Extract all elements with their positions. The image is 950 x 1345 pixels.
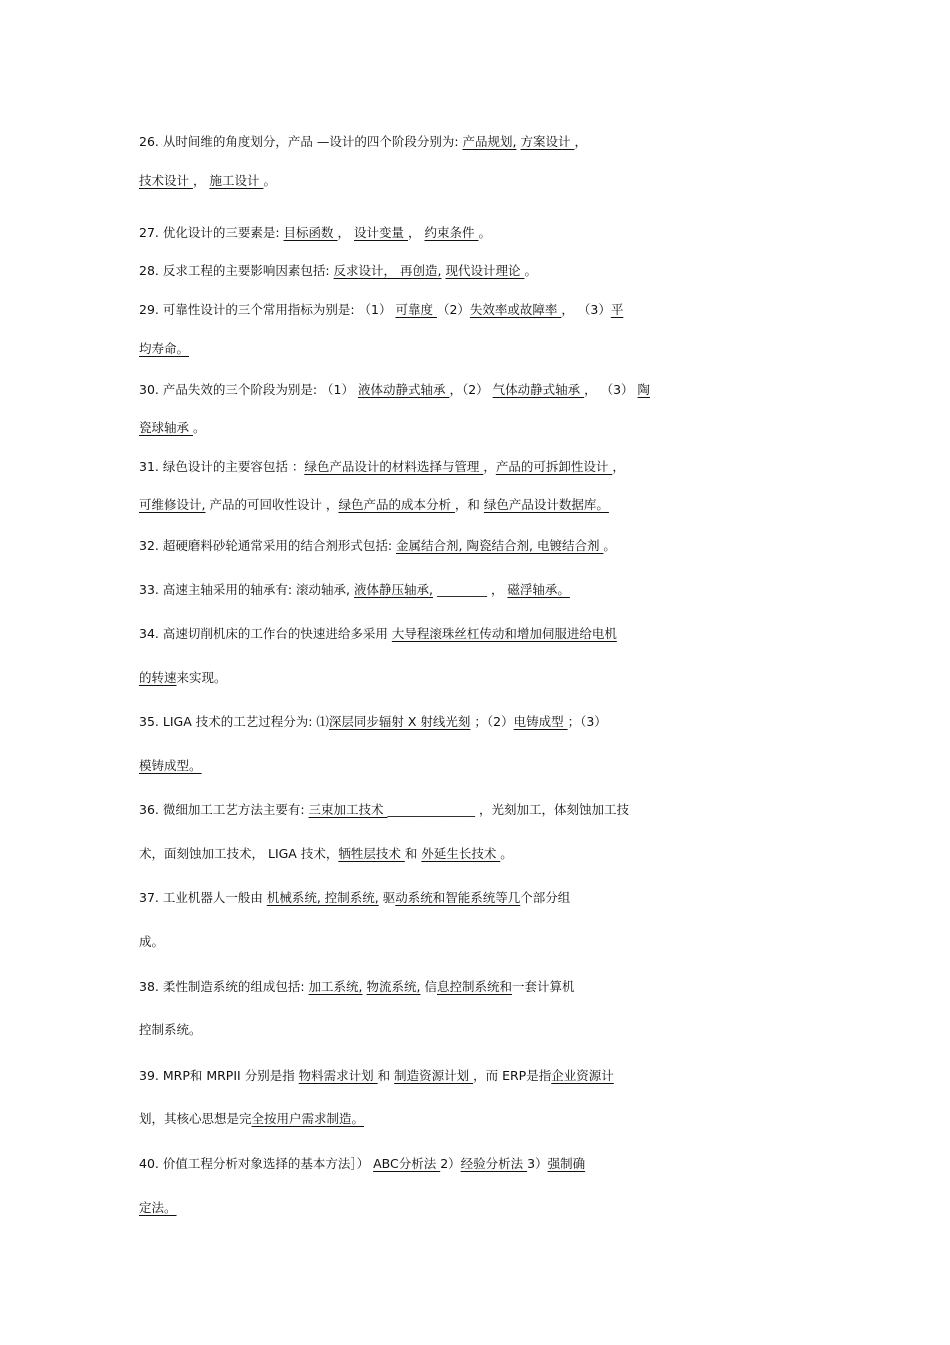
answer-text: 设计变量 (354, 225, 408, 240)
question-text: 2） (440, 1156, 461, 1171)
answer-text: 金属结合剂, 陶瓷结合剂, 电镀结合剂 (396, 538, 604, 553)
answer-text: 动系统和智能系统等几 (395, 890, 521, 905)
answer-text: 息控制系统和 (436, 979, 512, 994)
question-40-line-2 (139, 1198, 177, 1216)
question-34-line-1 (139, 624, 617, 642)
question-text: ；（3） (567, 714, 607, 729)
answer-text: 瓷球轴承 (139, 420, 193, 435)
question-40-line-1 (139, 1154, 585, 1172)
question-text: ， （3） (561, 302, 611, 317)
question-31-line-2 (139, 495, 609, 513)
question-text: 一套计算机 (512, 979, 575, 994)
question-text: 31. 绿色设计的主要容包括 ： (139, 459, 305, 474)
answer-text: 三束加工技术 (308, 802, 388, 817)
question-36-line-1 (139, 800, 629, 818)
question-31-line-1 (139, 457, 625, 475)
question-37-line-1 (139, 888, 570, 906)
question-text: 36. 微细加工工艺方法主要有: (139, 802, 309, 817)
answer-text: 约束条件 (424, 225, 479, 240)
question-28-line-1 (139, 261, 537, 279)
question-35-line-2 (139, 756, 202, 774)
question-text: 划，其核心思想是完 (139, 1111, 252, 1126)
question-text: 。 (603, 538, 616, 553)
question-text: 34. 高速切削机床的工作台的快速进给多采用 (139, 626, 392, 641)
answer-text: 方案设计 (520, 134, 575, 149)
question-text: ， (483, 459, 496, 474)
answer-text: 产品规划, (462, 134, 517, 149)
answer-text: 技术设计 (139, 173, 193, 188)
answer-text: 加工系统, (308, 979, 363, 994)
question-39-line-2 (139, 1109, 364, 1127)
question-text: 28. 反求工程的主要影响因素包括: (139, 263, 334, 278)
question-text: 产品的可回收性设计 ， (205, 497, 339, 512)
answer-text: 大导程滚珠丝杠传动和增加伺服进给电机 (391, 626, 617, 641)
question-text: ， (408, 225, 425, 240)
question-text: 驱 (378, 890, 396, 905)
answer-text: ABC分析法 (373, 1156, 441, 1171)
question-26-line-1 (139, 132, 587, 150)
question-text: 27. 优化设计的三要素是: (139, 225, 284, 240)
question-text: ， (486, 582, 508, 597)
question-text: ________ (436, 582, 487, 597)
question-29-line-1 (139, 300, 623, 318)
question-text: ， (192, 173, 210, 188)
question-text: 35. LIGA 技术的工艺过程分为: ⑴ (139, 714, 329, 729)
answer-text: 液体静压轴承, (354, 582, 433, 597)
question-text: 26. 从时间维的角度划分，产品 —设计的四个阶段分别为: (139, 134, 463, 149)
question-32-line-1 (139, 536, 616, 554)
answer-text: 可靠度 (395, 302, 437, 317)
answer-text: 牺牲层技术 (338, 846, 405, 861)
question-text: ， (612, 459, 625, 474)
question-text: 信 (420, 979, 437, 994)
question-text: 。 (192, 420, 206, 435)
answer-text: 机械系统, 控制系统, (266, 890, 379, 905)
question-27-line-1 (139, 223, 491, 241)
question-text: ， （3） (584, 382, 638, 397)
question-text: 术，面刻蚀加工技术， LIGA 技术， (139, 846, 339, 861)
question-text: 38. 柔性制造系统的组成包括: (139, 979, 309, 994)
answer-text: 施工设计 (209, 173, 264, 188)
question-38-line-2 (139, 1020, 202, 1038)
answer-text: 强制确 (547, 1156, 586, 1171)
question-text: 来实现。 (176, 670, 227, 685)
answer-text: 企业资源计 (551, 1068, 614, 1083)
question-text: 37. 工业机器人一般由 (139, 890, 267, 905)
question-text: 33. 高速主轴采用的轴承有: 滚动轴承, (139, 582, 354, 597)
answer-text: 物流系统, (366, 979, 421, 994)
answer-text: 经验分析法 (460, 1156, 528, 1171)
question-text: 29. 可靠性设计的三个常用指标为别是: （1） (139, 302, 396, 317)
answer-text: 的转速 (139, 670, 177, 685)
answer-text: 绿色产品设计的材料选择与管理 (304, 459, 484, 474)
answer-text: 全按用户需求制造。 (251, 1111, 365, 1126)
question-39-line-1 (139, 1066, 614, 1084)
question-26-line-2 (139, 171, 276, 189)
answer-text: 现代设计理论 (445, 263, 525, 278)
answer-text: 反求设计， 再创造, (333, 263, 442, 278)
question-38-line-1 (139, 977, 575, 995)
answer-text: 深层同步辐射 X 射线光刻 (328, 714, 471, 729)
answer-text: 制造资源计划 (394, 1068, 474, 1083)
answer-text: 可维修设计, (139, 497, 206, 512)
answer-text: 陶 (637, 382, 651, 397)
question-text: 。 (500, 846, 513, 861)
question-text: 和 (404, 846, 422, 861)
question-text: （2） (436, 302, 470, 317)
answer-text: 模铸成型。 (139, 758, 202, 773)
question-34-line-2 (139, 668, 227, 686)
answer-text: 绿色产品设计数据库。 (483, 497, 609, 512)
answer-text: 产品的可拆卸性设计 (495, 459, 613, 474)
question-29-line-2 (139, 339, 189, 357)
answer-text: 平 (610, 302, 624, 317)
question-text: ，和 (454, 497, 484, 512)
answer-text: 外延生长技术 (421, 846, 501, 861)
answer-text: 气体动静式轴承 (492, 382, 585, 397)
question-text: 。 (263, 173, 276, 188)
answer-text: 失效率或故障率 (469, 302, 562, 317)
question-text: ，而 ERP是指 (473, 1068, 552, 1083)
question-30-line-2 (139, 418, 206, 436)
question-text: ______________ ，光刻加工，体刻蚀加工技 (387, 802, 630, 817)
question-33-line-1 (139, 580, 570, 598)
question-text: 30. 产品失效的三个阶段为别是: （1） (139, 382, 358, 397)
question-35-line-1 (139, 712, 607, 730)
question-36-line-2 (139, 844, 513, 862)
question-text: 和 (377, 1068, 395, 1083)
question-text: 个部分组 (520, 890, 571, 905)
question-text: ， (574, 134, 587, 149)
answer-text: 物料需求计划 (298, 1068, 378, 1083)
question-37-line-2 (139, 932, 164, 950)
answer-text: 绿色产品的成本分析 (338, 497, 455, 512)
question-text: 控制系统。 (139, 1022, 202, 1037)
question-text: 。 (478, 225, 491, 240)
question-text: 3） (527, 1156, 548, 1171)
answer-text: 目标函数 (283, 225, 338, 240)
answer-text: 液体动静式轴承 (357, 382, 450, 397)
question-text: 40. 价值工程分析对象选择的基本方法］） (139, 1156, 374, 1171)
question-text: ， (337, 225, 355, 240)
question-text: ；（2） (470, 714, 514, 729)
question-text: 32. 超硬磨料砂轮通常采用的结合剂形式包括: (139, 538, 397, 553)
answer-text: 均寿命。 (139, 341, 190, 356)
question-text: 39. MRP和 MRPII 分别是指 (139, 1068, 299, 1083)
question-text: 成。 (139, 934, 165, 949)
question-text: 。 (524, 263, 537, 278)
question-30-line-1 (139, 380, 650, 398)
question-text: ，（2） (449, 382, 493, 397)
answer-text: 磁浮轴承。 (507, 582, 570, 597)
answer-text: 电铸成型 (513, 714, 568, 729)
answer-text: 定法。 (139, 1200, 177, 1215)
